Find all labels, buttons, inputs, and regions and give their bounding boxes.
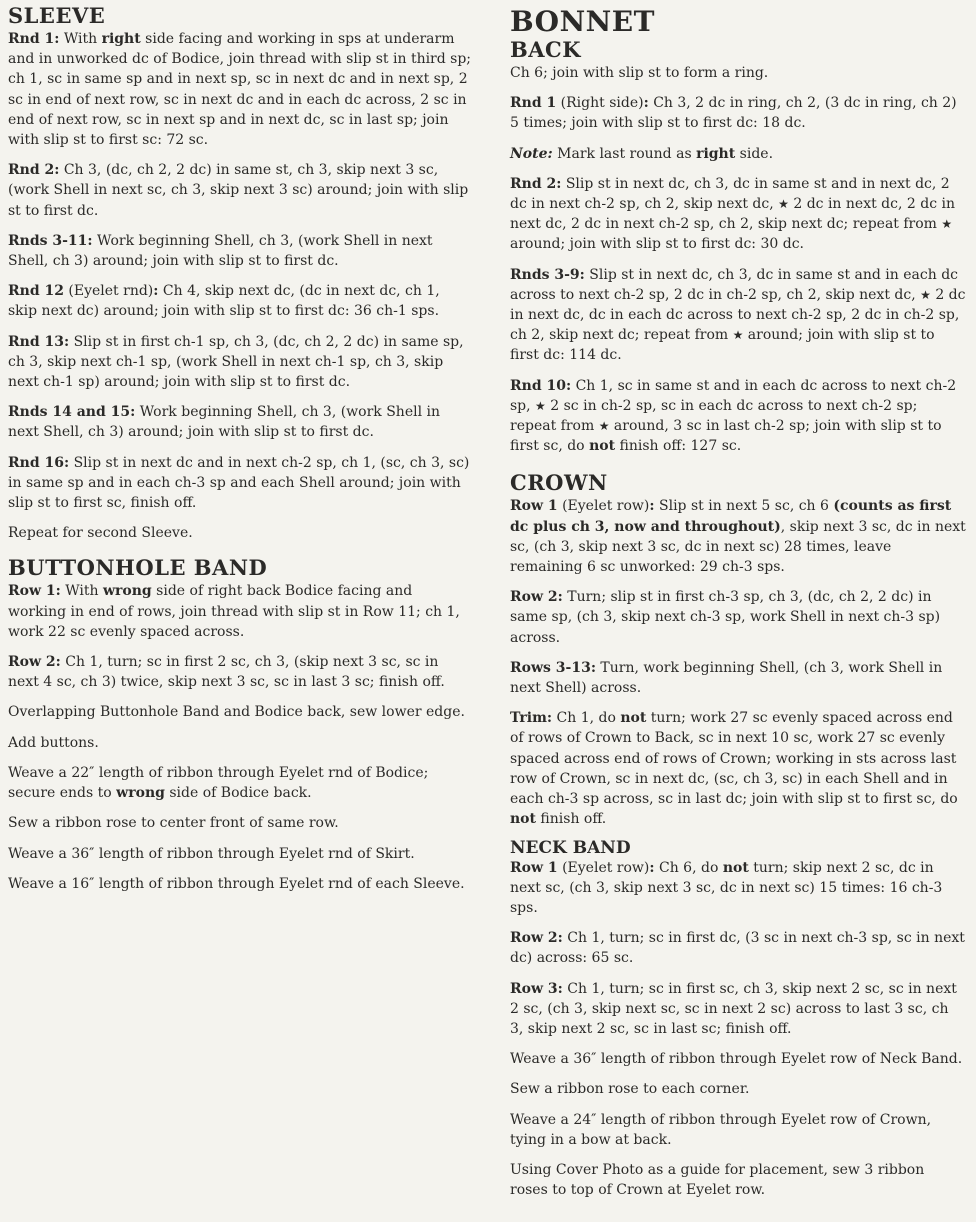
- sleeve-rnd-13: Rnd 13: Slip st in first ch-1 sp, ch 3, (dc, ch 2, 2 dc) in same sp, ch 3, skip next ch-1 sp, (work Shell in next ch-1 sp, ch 3, skip next ch-1 sp) around; join with slip st to first dc.: [8, 333, 464, 391]
- sleeve-rnd-12: Rnd 12 (Eyelet rnd): Ch 4, skip next dc, (dc in next dc, ch 1, skip next dc) around; join with slip st to first dc: 36 ch-1 sps.: [8, 283, 440, 320]
- bonnet-heading: BONNET: [510, 5, 655, 38]
- sleeve-rnds-3-11: Rnds 3-11: Work beginning Shell, ch 3, (work Shell in next Shell, ch 3) around; join with slip st to first dc.: [8, 232, 433, 270]
- neck-row-1: Row 1 (Eyelet row): Ch 6, do not turn; skip next 2 sc, dc in next sc, (ch 3, skip next 3 sc, dc in next sc) 15 times: 16 ch-3 sps.: [510, 859, 943, 916]
- sleeve-rnd-2: Rnd 2: Ch 3, (dc, ch 2, 2 dc) in same st, ch 3, skip next 3 sc, (work Shell in next sc, ch 3, skip next 3 sc) around; join with slip st to first dc.: [8, 162, 469, 219]
- back-heading: BACK: [510, 37, 582, 62]
- neck-weave-24: Weave a 24″ length of ribbon through Eyelet row of Crown, tying in a bow at back.: [510, 1111, 932, 1148]
- back-rnd-1: Rnd 1 (Right side): Ch 3, 2 dc in ring, ch 2, (3 dc in ring, ch 2) 5 times; join with slip st to first dc: 18 dc.: [510, 95, 957, 132]
- star-icon: ★: [732, 328, 744, 343]
- sleeve-heading: SLEEVE: [8, 3, 106, 28]
- left-column: [8, 0, 472, 894]
- back-rnds-3-9: Rnds 3-9: Slip st in next dc, ch 3, dc in same st and in each dc across to next ch-2 sp, 2 dc in ch-2 sp, ch 2, skip next dc, ★ 2 dc in next dc, dc in each dc across to next ch-2 sp, 2 dc in ch-2 sp, ch 2, skip next dc; repeat from ★ around; join with slip st to first dc: 114 dc.: [510, 266, 966, 364]
- star-icon: ★: [535, 398, 546, 413]
- sleeve-repeat: Repeat for second Sleeve.: [8, 525, 193, 542]
- right-column: [510, 0, 966, 1200]
- neck-row-3: Row 3: Ch 1, turn; sc in first sc, ch 3, skip next 2 sc, sc in next 2 sc, (ch 3, skip next sc, sc in next 2 sc) across to last 3 sc, ch 3, skip next 2 sc, sc in last sc; finish off.: [510, 980, 957, 1037]
- crown-rows-3-13: Rows 3-13: Turn, work beginning Shell, (ch 3, work Shell in next Shell) across.: [510, 659, 943, 697]
- crown-row-2: Row 2: Turn; slip st in first ch-3 sp, ch 3, (dc, ch 2, 2 dc) in same sp, (ch 3, skip next ch-3 sp, work Shell in next ch-3 sp) across.: [510, 589, 941, 646]
- buttonhole-row-2: Row 2: Ch 1, turn; sc in first 2 sc, ch 3, (skip next 3 sc, sc in next 4 sc, ch 3) twice, skip next 3 sc, sc in last 3 sc; finish off.: [8, 654, 445, 691]
- crown-heading: CROWN: [510, 470, 608, 496]
- neck-row-2: Row 2: Ch 1, turn; sc in first dc, (3 sc in next ch-3 sp, sc in next dc) across: 65 sc.: [510, 930, 965, 967]
- buttonhole-row-1: Row 1: With wrong side of right back Bodice facing and working in end of rows, join thread with slip st in Row 11; ch 1, work 22 sc evenly spaced across.: [8, 583, 460, 640]
- neck-band-heading: NECK BAND: [510, 837, 631, 858]
- weave-36-skirt: Weave a 36″ length of ribbon through Eyelet rnd of Skirt.: [8, 845, 415, 862]
- back-ch6: Ch 6; join with slip st to form a ring.: [510, 65, 769, 81]
- back-rnd-10: Rnd 10: Ch 1, sc in same st and in each dc across to next ch-2 sp, ★ 2 sc in ch-2 sp, sc in each dc across to next ch-2 sp; repeat from ★ around, 3 sc in last ch-2 sp; join with slip st to first sc, do not finish off: 127 sc.: [510, 377, 957, 455]
- sleeve-rnd-1: Rnd 1: With right side facing and working in sps at underarm and in unworked dc of Bodice, join thread with slip st in third sp; ch 1, sc in same sp and in next sp, sc in next dc and in next sp, 2 sc in end of next row, sc in next dc and in each dc across, 2 sc in end of next row, sc in next sp and in next dc, sc in last sp; join with slip st to first sc: 72 sc.: [8, 31, 472, 149]
- sleeve-rnds-14-15: Rnds 14 and 15: Work beginning Shell, ch 3, (work Shell in next Shell, ch 3) around; join with slip st to first dc.: [8, 404, 441, 441]
- back-note: Note: Mark last round as right side.: [510, 145, 774, 162]
- star-icon: ★: [941, 217, 953, 232]
- buttonhole-band-heading: BUTTONHOLE BAND: [8, 555, 268, 581]
- star-icon: ★: [598, 419, 610, 434]
- add-buttons: Add buttons.: [8, 734, 99, 751]
- star-icon: ★: [920, 287, 931, 302]
- star-icon: ★: [778, 197, 789, 212]
- rose-center-front: Sew a ribbon rose to center front of same row.: [8, 815, 339, 832]
- neck-rose-corner: Sew a ribbon rose to each corner.: [510, 1081, 750, 1098]
- sleeve-rnd-16: Rnd 16: Slip st in next dc and in next ch-2 sp, ch 1, (sc, ch 3, sc) in same sp and in each ch-3 sp and each Shell around; join with slip st to first sc, finish off.: [8, 454, 470, 512]
- crown-trim: Trim: Ch 1, do not turn; work 27 sc evenly spaced across end of rows of Crown to Back, sc in next 10 sc, work 27 sc evenly spaced across end of rows of Crown; working in sts across last row of Crown, sc in next dc, (sc, ch 3, sc) in each Shell and in each ch-3 sp across, sc in last dc; join with slip st to first sc, do not finish off.: [510, 710, 958, 828]
- neck-weave-36: Weave a 36″ length of ribbon through Eyelet row of Neck Band.: [510, 1051, 963, 1068]
- crown-row-1: Row 1 (Eyelet row): Slip st in next 5 sc, ch 6 (counts as first dc plus ch 3, now and throughout), skip next 3 sc, dc in next sc, (ch 3, skip next 3 sc, dc in next sc) 28 times, leave remaining 6 sc unworked: 29 ch-3 sps.: [510, 498, 966, 576]
- weave-22-bodice: Weave a 22″ length of ribbon through Eyelet rnd of Bodice; secure ends to wrong side of Bodice back.: [8, 764, 429, 802]
- neck-cover-photo: Using Cover Photo as a guide for placement, sew 3 ribbon roses to top of Crown at Eyelet row.: [510, 1161, 925, 1199]
- weave-16-sleeve: Weave a 16″ length of ribbon through Eyelet rnd of each Sleeve.: [8, 875, 465, 892]
- buttonhole-overlap: Overlapping Buttonhole Band and Bodice back, sew lower edge.: [8, 704, 465, 721]
- back-rnd-2: Rnd 2: Slip st in next dc, ch 3, dc in same st and in next dc, 2 dc in next ch-2 sp, ch 2, skip next dc, ★ 2 dc in next dc, 2 dc in next dc, 2 dc in next ch-2 sp, ch 2, skip next dc; repeat from ★ around; join with slip st to first dc: 30 dc.: [510, 175, 955, 253]
